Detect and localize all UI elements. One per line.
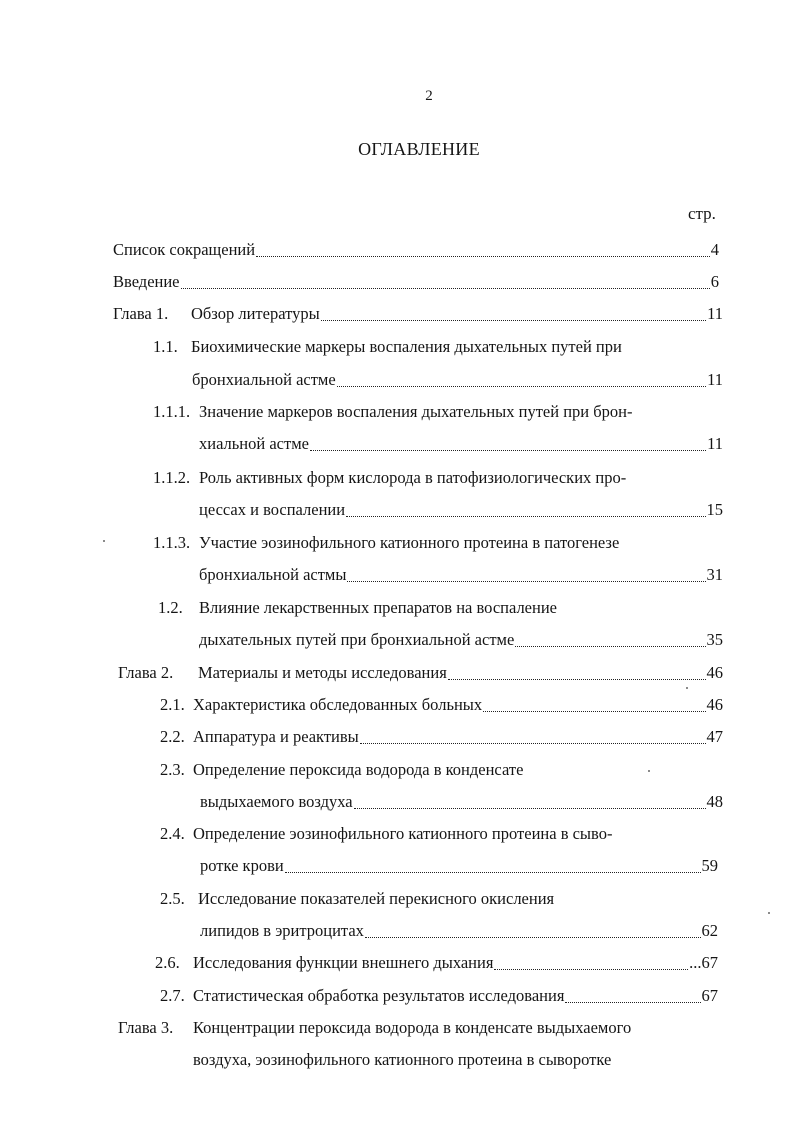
page-column-label: стр.: [688, 204, 716, 223]
scan-speck: [648, 770, 650, 772]
leader-dots: [354, 807, 706, 809]
toc-entry: [160, 756, 713, 780]
toc-entry-page: 46: [706, 663, 723, 682]
toc-entry-title: Характеристика обследованных больных: [193, 695, 483, 714]
toc-entry-page: 67: [701, 986, 718, 1005]
toc-entry-number: 2.5.: [160, 889, 185, 908]
toc-entry-continuation: [199, 496, 723, 520]
toc-entry-title: Биохимические маркеры воспаления дыхательных путей при: [191, 337, 622, 356]
leader-dots: [360, 742, 706, 744]
toc-entry-number: Глава 2.: [118, 663, 174, 682]
toc-entry-number: Глава 1.: [113, 304, 169, 323]
toc-entry-title: Роль активных форм кислорода в патофизиологических про-: [199, 468, 627, 487]
toc-entry-page: ...67: [689, 953, 718, 972]
toc-entry-continuation: [199, 430, 723, 454]
scan-speck: [768, 912, 770, 914]
toc-entry-page: 11: [707, 434, 723, 453]
toc-entry: [113, 300, 723, 324]
toc-entry-title: Аппаратура и реактивы: [193, 727, 359, 746]
toc-entry-page: 59: [701, 856, 718, 875]
toc-entry-title: Значение маркеров воспаления дыхательных путей при брон-: [199, 402, 633, 421]
toc-entry: [153, 333, 713, 357]
toc-entry-number: 1.1.2.: [153, 468, 191, 487]
scan-speck: [103, 540, 105, 542]
leader-dots: [337, 385, 706, 387]
toc-entry-title: Исследования функции внешнего дыхания: [193, 953, 494, 972]
toc-entry-title: дыхательных путей при бронхиальной астме: [199, 630, 515, 649]
toc-entry-page: 31: [706, 565, 723, 584]
leader-dots: [494, 968, 688, 970]
toc-entry: [160, 723, 723, 747]
toc-entry: [118, 659, 723, 683]
toc-entry-number: 1.1.: [153, 337, 178, 356]
leader-dots: [285, 871, 701, 873]
toc-entry: [160, 982, 718, 1006]
toc-entry-continuation: [200, 788, 723, 812]
toc-entry-title: липидов в эритроцитах: [200, 921, 364, 940]
toc-entry: [118, 1014, 718, 1038]
toc-entry-title: бронхиальной астме: [192, 370, 336, 389]
leader-dots: [347, 580, 705, 582]
toc-entry-title: бронхиальной астмы: [199, 565, 347, 584]
toc-entry-number: 2.6.: [155, 953, 180, 972]
toc-entry-title: Концентрации пероксида водорода в конденсате выдыхаемого: [193, 1018, 632, 1037]
toc-entry-title: Определение пероксида водорода в конденсате: [193, 760, 524, 779]
toc-entry-title: Статистическая обработка результатов исследования: [193, 986, 565, 1005]
toc-entry-continuation: [200, 852, 718, 876]
toc-entry-number: 2.1.: [160, 695, 185, 714]
toc-entry-title: ротке крови: [200, 856, 284, 875]
toc-entry-page: 35: [706, 630, 723, 649]
toc-entry: [160, 691, 723, 715]
toc-entry-title: Влияние лекарственных препаратов на воспаление: [199, 598, 557, 617]
toc-entry: [160, 820, 713, 844]
toc-entry-title: Обзор литературы: [191, 304, 320, 323]
toc-entry-title: Список сокращений: [113, 240, 256, 259]
toc-entry-continuation: воздуха, эозинофильного катионного протеина в сыворотке: [193, 1050, 612, 1069]
leader-dots: [365, 936, 701, 938]
toc-entry-continuation: [199, 626, 723, 650]
toc-entry-number: 2.7.: [160, 986, 185, 1005]
toc-entry-page: 62: [701, 921, 718, 940]
leader-dots: [346, 515, 705, 517]
leader-dots: [448, 678, 706, 680]
leader-dots: [310, 449, 706, 451]
toc-entry-number: 2.3.: [160, 760, 185, 779]
leader-dots: [515, 645, 705, 647]
toc-entry-continuation: [200, 917, 718, 941]
toc-entry: [155, 949, 718, 973]
toc-entry-page: 15: [706, 500, 723, 519]
toc-entry: [158, 594, 713, 618]
leader-dots: [321, 319, 706, 321]
scan-speck: [686, 687, 688, 689]
toc-entry: [153, 529, 713, 553]
toc-entry-title: Введение: [113, 272, 180, 291]
toc-entry-page: 6: [710, 272, 719, 291]
toc-entry-number: 2.4.: [160, 824, 185, 843]
toc-entry-title: хиальной астме: [199, 434, 309, 453]
toc-entry-number: 1.2.: [158, 598, 183, 617]
toc-entry-title: Определение эозинофильного катионного протеина в сыво-: [193, 824, 613, 843]
toc-entry-number: 2.2.: [160, 727, 185, 746]
toc-entry-page: 11: [707, 370, 723, 389]
toc-entry: [113, 268, 719, 292]
toc-entry-page: 46: [706, 695, 723, 714]
toc-entry-page: 47: [706, 727, 723, 746]
toc-entry-continuation: [199, 561, 723, 585]
toc-title: ОГЛАВЛЕНИЕ: [358, 139, 480, 159]
toc-entry: [153, 398, 713, 422]
toc-entry: [160, 885, 713, 909]
page-number: 2: [425, 88, 433, 104]
toc-entry-page: 11: [707, 304, 723, 323]
toc-entry-title: цессах и воспалении: [199, 500, 346, 519]
toc-entry-number: 1.1.1.: [153, 402, 191, 421]
toc-entry-title: Материалы и методы исследования: [198, 663, 447, 682]
toc-entry-title: Исследование показателей перекисного окисления: [198, 889, 555, 908]
leader-dots: [565, 1001, 700, 1003]
toc-entry-title: выдыхаемого воздуха: [200, 792, 353, 811]
toc-entry-title: Участие эозинофильного катионного протеина в патогенезе: [199, 533, 620, 552]
toc-entry: [153, 464, 713, 488]
toc-entry-continuation: [192, 366, 723, 390]
toc-entry-page: 4: [710, 240, 719, 259]
leader-dots: [483, 710, 705, 712]
toc-entry-page: 48: [706, 792, 723, 811]
leader-dots: [256, 255, 710, 257]
leader-dots: [181, 287, 710, 289]
toc-entry-number: 1.1.3.: [153, 533, 191, 552]
toc-entry: [113, 236, 719, 260]
toc-entry-number: Глава 3.: [118, 1018, 174, 1037]
